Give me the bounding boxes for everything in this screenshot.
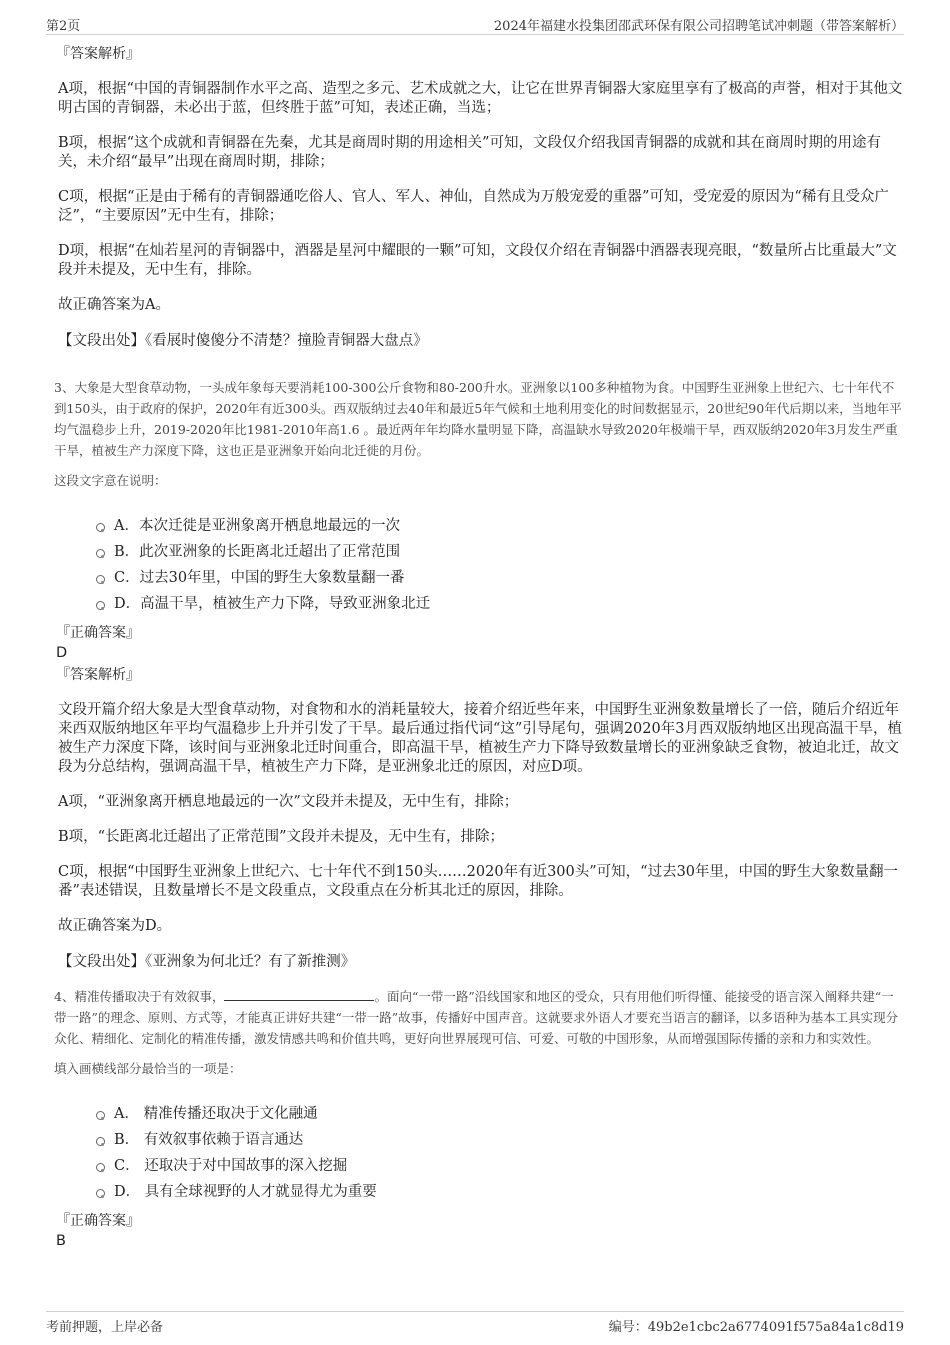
q3-option-a-label: A．本次迁徙是亚洲象离开栖息地最远的一次 [114,518,400,534]
q3-analysis-c: C项，根据“中国野生亚洲象上世纪六、七十年代不到150头……2020年有近300头”可知，“过去30年里，中国的野生大象数量翻一番”表述错误，且数量增长不是文段重点，文段重点在分析其北迁的原因，排除。 [58,864,899,899]
q4-options [54,1101,904,1205]
q4-answer-label: 『正确答案』 [56,1213,140,1229]
q4-question-text [54,986,904,1049]
q3-option-d-label: D．高温干旱，植被生产力下降，导致亚洲象北迁 [114,596,431,612]
footer-slogan: 考前押题，上岸必备 [46,1320,164,1335]
q3-answer-label: 『正确答案』 [56,625,140,641]
radio-icon[interactable] [96,1189,105,1198]
document-title: 2024年福建水投集团邵武环保有限公司招聘笔试冲刺题（带答案解析） [493,19,904,34]
q2-conclusion: 故正确答案为A。 [58,297,170,313]
q3-option-b[interactable] [96,539,904,565]
q2-analysis-b: B项，根据“这个成就和青铜器在先秦，尤其是商周时期的用途相关”可知，文段仅介绍我国青铜器的成就和其在商周时期的用途有关，未介绍“最早”出现在商周时期，排除； [58,135,881,170]
page-number: 第2页 [46,19,81,34]
q3-options [54,513,904,617]
q3-question-text: 3、大象是大型食草动物，一头成年象每天要消耗100-300公斤食物和80-200升水。亚洲象以100多种植物为食。中国野生亚洲象上世纪六、七十年代不到150头，由于政府的保护，2020年有近300头。西双版纳过去40年和最近5年气候和土地利用变化的时间数据显示，20世纪90年代后期以来，当地年平均气温稳步上升，2019-2020年比1981-2010年高1.6 。最近两年年均降水量明显下降，高温缺水导致2020年极端干旱，西双版纳2020年3月发生严重干旱，植被生产力深度下降，这也正是亚洲象开始向北迁徙的月份。 [54,380,902,458]
radio-icon[interactable] [96,549,105,558]
q2-analysis-c: C项，根据“正是由于稀有的青铜器通吃俗人、官人、军人、神仙，自然成为万般宠爱的重器”可知，受宠爱的原因为“稀有且受众广泛”，“主要原因”无中生有，排除； [58,189,889,224]
document-id: 编号：49b2e1cbc2a6774091f575a84a1c8d19 [608,1320,904,1335]
q2-source: 【文段出处】《看展时傻傻分不清楚？撞脸青铜器大盘点》 [58,333,428,349]
q4-prompt: 填入画横线部分最恰当的一项是： [54,1061,242,1076]
q3-source: 【文段出处】《亚洲象为何北迁？有了新推测》 [58,954,356,970]
q3-option-b-label: B．此次亚洲象的长距离北迁超出了正常范围 [114,544,401,560]
q2-analysis-d: D项，根据“在灿若星河的青铜器中，酒器是星河中耀眼的一颗”可知，文段仅介绍在青铜器中酒器表现亮眼，“数量所占比重最大”文段并未提及，无中生有，排除。 [58,243,897,278]
q4-blank-line [224,988,374,1001]
q3-option-c[interactable] [96,565,904,591]
q3-prompt: 这段文字意在说明： [54,473,167,488]
radio-icon[interactable] [96,1137,105,1146]
q3-analysis-a: A项，“亚洲象离开栖息地最远的一次”文段并未提及，无中生有，排除； [58,794,519,810]
q4-answer: B [56,1233,66,1249]
q3-option-d[interactable] [96,591,904,617]
page-header [46,12,904,35]
q2-analysis-label: 『答案解析』 [56,46,140,62]
q3-option-c-label: C．过去30年里，中国的野生大象数量翻一番 [114,570,405,586]
q4-option-d-label: D． 具有全球视野的人才就显得尤为重要 [114,1184,377,1200]
q2-analysis-a: A项，根据“中国的青铜器制作水平之高、造型之多元、艺术成就之大，让它在世界青铜器大家庭里享有了极高的声誉，相对于其他文明古国的青铜器，未必出于蓝，但终胜于蓝”可知，表述正确，当选； [58,81,903,116]
q4-option-d[interactable] [96,1179,904,1205]
q3-analysis-b: B项，“长距离北迁超出了正常范围”文段并未提及，无中生有，排除； [58,829,504,845]
page-content [54,44,904,1255]
q3-conclusion: 故正确答案为D。 [58,918,172,934]
radio-icon[interactable] [96,601,105,610]
q3-answer: D [56,645,68,661]
q4-option-c[interactable] [96,1153,904,1179]
radio-icon[interactable] [96,575,105,584]
q3-analysis-label: 『答案解析』 [56,667,140,683]
q4-option-a[interactable] [96,1101,904,1127]
page-footer [46,1311,904,1336]
radio-icon[interactable] [96,1111,105,1120]
q4-text-before: 4、精准传播取决于有效叙事， [54,989,225,1004]
q3-option-a[interactable] [96,513,904,539]
radio-icon[interactable] [96,523,105,532]
q4-option-c-label: C． 还取决于对中国故事的深入挖掘 [114,1158,348,1174]
q4-option-b[interactable] [96,1127,904,1153]
q4-option-b-label: B． 有效叙事依赖于语言通达 [114,1132,304,1148]
q4-option-a-label: A． 精准传播还取决于文化融通 [114,1106,318,1122]
q4-text-after: 。面向“一带一路”沿线国家和地区的受众，只有用他们听得懂、能接受的语言深入阐释共建“一带一路”的理念、原则、方式等，才能真正讲好共建“一带一路”故事，传播好中国声音。这就要求外语人才要充当语言的翻译，以多语种为基本工具实现分众化、精细化、定制化的精准传播，激发情感共鸣和价值共鸣，更好向世界展现可信、可爱、可敬的中国形象，从而增强国际传播的亲和力和实效性。 [54,989,899,1046]
radio-icon[interactable] [96,1163,105,1172]
q3-analysis-main: 文段开篇介绍大象是大型食草动物，对食物和水的消耗量较大，接着介绍近些年来，中国野生亚洲象数量增长了一倍，随后介绍近年来西双版纳地区年平均气温稳步上升并引发了干旱。最后通过指代词“这”引导尾句，强调2020年3月西双版纳地区出现高温干旱，植被生产力深度下降，该时间与亚洲象北迁时间重合，即高温干旱，植被生产力下降导致数量增长的亚洲象缺乏食物，被迫北迁，故文段为分总结构，强调高温干旱，植被生产力下降，是亚洲象北迁的原因，对应D项。 [58,702,902,775]
